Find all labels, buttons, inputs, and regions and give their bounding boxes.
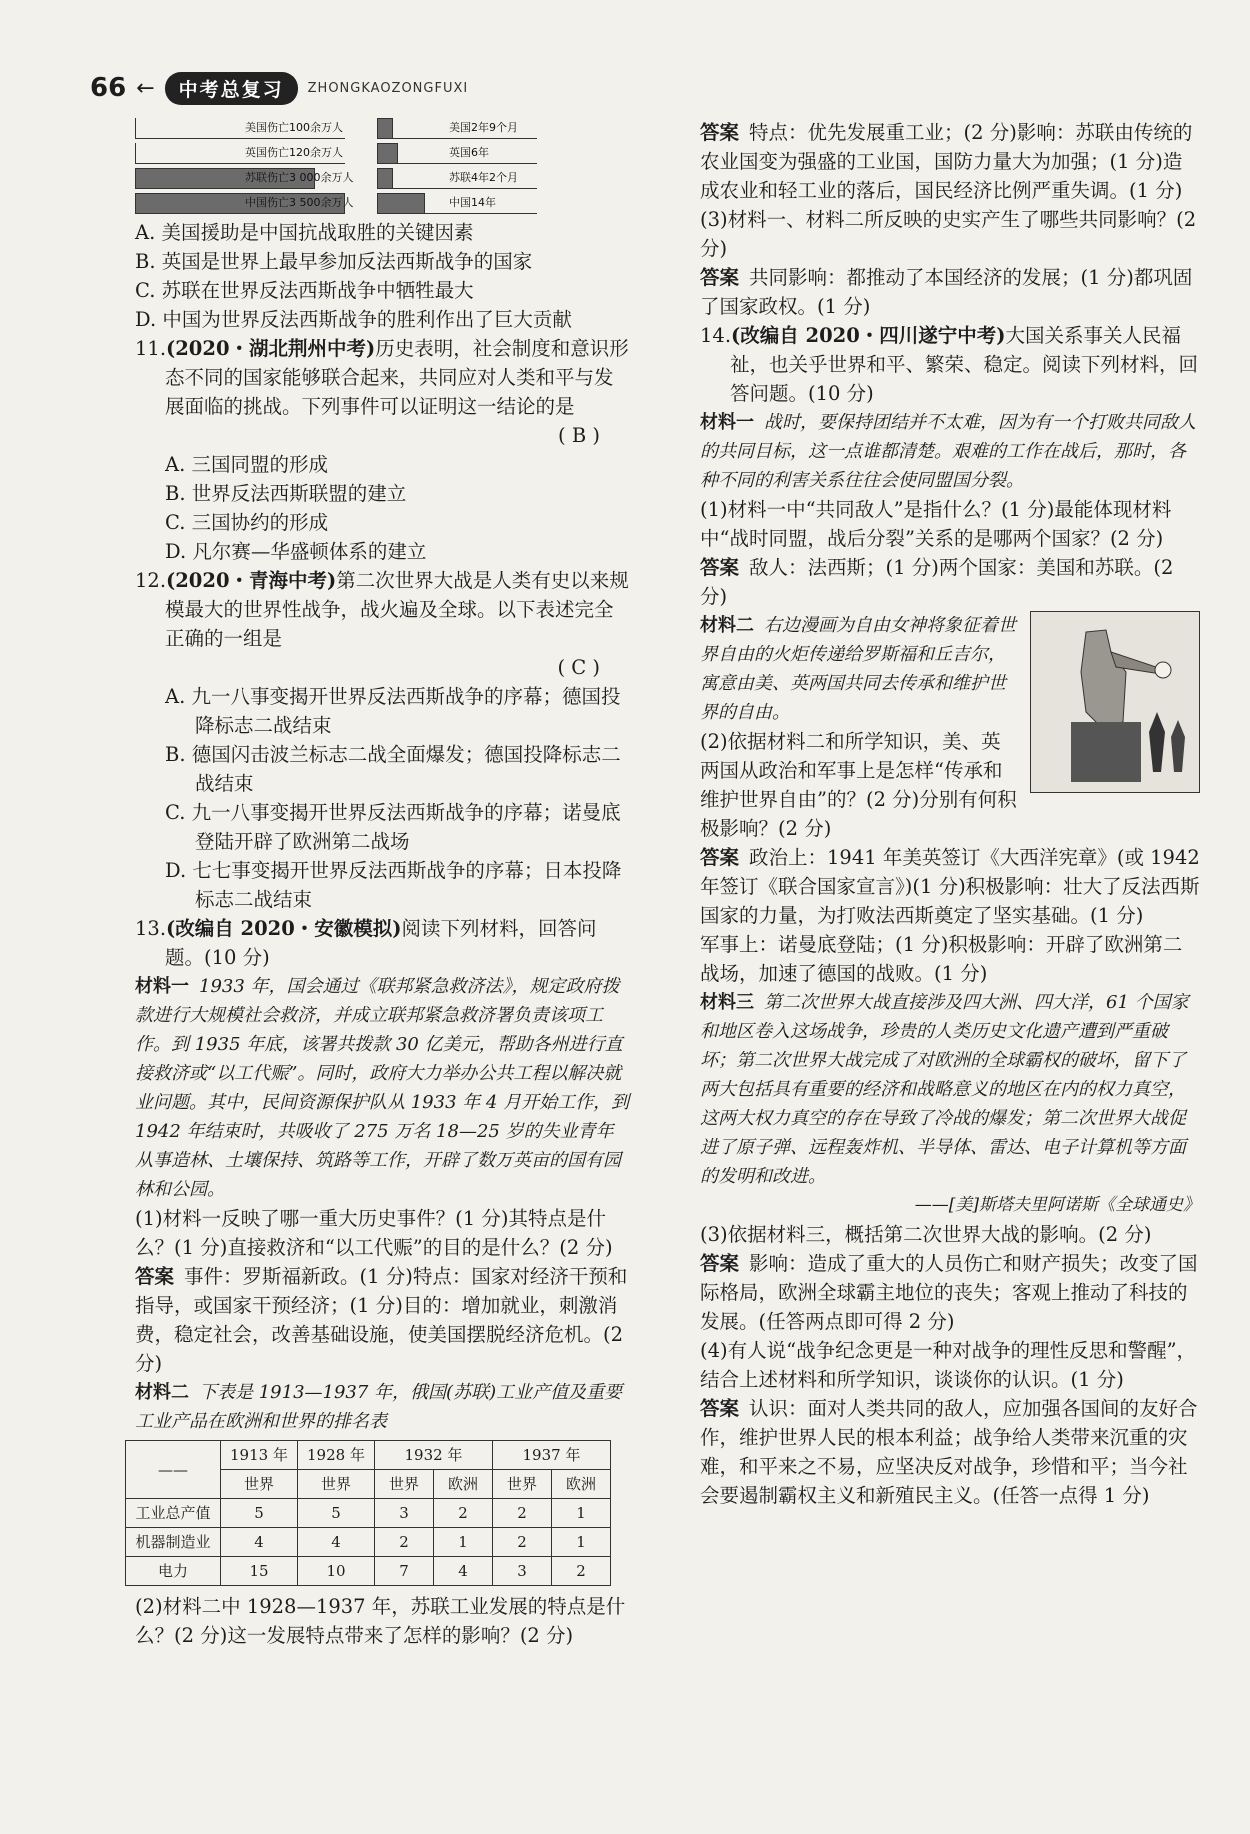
q11-option-b: B. 世界反法西斯联盟的建立: [165, 482, 407, 505]
q14-question-2: (2)依据材料二和所学知识，美、英两国从政治和军事上是怎样“传承和维护世界自由”的？(2 分)分别有何积极影响？(2 分): [700, 730, 1017, 840]
left-arrow-icon: ←: [136, 75, 155, 101]
answer-label: 答案: [700, 1252, 740, 1275]
table-row: [126, 1557, 611, 1586]
soviet-industry-ranking-table: [125, 1440, 611, 1586]
q13-m2-text: 下表是 1913—1937 年，俄国(苏联)工业产值及重要工业产品在欧洲和世界的排名表: [135, 1382, 623, 1432]
q14-m2-label: 材料二: [700, 615, 754, 636]
q14-material-1: [700, 408, 1200, 495]
table-cell: 4: [298, 1528, 375, 1557]
q11-stem: [135, 334, 630, 421]
table-year-1913: 1913 年: [221, 1441, 298, 1470]
table-cell: 4: [221, 1528, 298, 1557]
q12-text: 第二次世界大战是人类有史以来规模最大的世界性战争，战火遍及全球。以下表述完全正确的一组是: [165, 569, 629, 650]
table-cell: 3: [375, 1499, 434, 1528]
page-header: [90, 68, 468, 108]
table-row-name: 机器制造业: [126, 1528, 221, 1557]
right-column: [700, 118, 1200, 1510]
table-corner: ——: [126, 1441, 221, 1499]
q14-number: 14.: [700, 324, 732, 347]
bar-baseline: [377, 188, 537, 189]
q11-text: 历史表明，社会制度和意识形态不同的国家能够联合起来，共同应对人类和平与发展面临的挑战。下列事件可以证明这一结论的是: [165, 337, 629, 418]
table-row: [126, 1499, 611, 1528]
q14-answer-2a: [700, 843, 1200, 930]
answer-label: 答案: [700, 121, 740, 144]
table-subheader: 世界: [375, 1470, 434, 1499]
q14-stem: [700, 321, 1200, 408]
table-subheader: 世界: [298, 1470, 375, 1499]
q13-answer-2: [700, 118, 1200, 205]
answer-label: 答案: [700, 266, 740, 289]
q10-option-b: B. 英国是世界上最早参加反法西斯战争的国家: [135, 250, 533, 273]
q14-a1-text: 敌人：法西斯；(1 分)两个国家：美国和苏联。(2 分): [700, 556, 1174, 608]
q14-answer-3: [700, 1249, 1200, 1336]
answer-label: 答案: [700, 846, 740, 869]
q13-number: 13.: [135, 917, 167, 940]
answer-label: 答案: [700, 556, 740, 579]
q10-option-c: C. 苏联在世界反法西斯战争中牺牲最大: [135, 279, 474, 302]
q11-option-d: D. 凡尔赛—华盛顿体系的建立: [165, 540, 427, 563]
statue-pedestal: [1071, 722, 1141, 782]
bar-label: 英国6年: [449, 146, 489, 159]
q13-material-2: [135, 1378, 630, 1436]
table-row: [126, 1528, 611, 1557]
cartoon-illustration: [1031, 612, 1199, 792]
table-cell: 2: [493, 1528, 552, 1557]
bar-baseline: [377, 163, 537, 164]
bar-label: 美国2年9个月: [449, 121, 518, 134]
q14-m3-source: ——[美]斯塔夫里阿诺斯《全球通史》: [914, 1195, 1200, 1215]
series-pinyin: ZHONGKAOZONGFUXI: [307, 80, 469, 96]
bar-fill: [377, 143, 398, 164]
table-cell: 4: [434, 1557, 493, 1586]
q13-question-1: (1)材料一反映了哪一重大历史事件？(1 分)其特点是什么？(1 分)直接救济和“以工代赈”的目的是什么？(2 分): [135, 1207, 613, 1259]
torch-icon: [1155, 662, 1171, 678]
q14-source: (改编自 2020・四川遂宁中考): [731, 324, 1006, 347]
q13-a1-text: 事件：罗斯福新政。(1 分)特点：国家对经济干预和指导，或国家干预经济；(1 分)目的：增加就业，刺激消费，稳定社会，改善基础设施，使美国摆脱经济危机。(2 分): [135, 1265, 628, 1375]
bar-fill: [377, 118, 393, 139]
bar-label: 英国伤亡120余万人: [245, 146, 343, 159]
bar-label: 苏联4年2个月: [449, 171, 518, 184]
q14-m2-text: 右边漫画为自由女神将象征着世界自由的火炬传递给罗斯福和丘吉尔，寓意由美、英两国共同去传承和维护世界的自由。: [700, 615, 1016, 723]
bar-label: 中国14年: [449, 196, 496, 209]
left-column: [135, 118, 630, 1650]
table-cell: 1: [552, 1528, 611, 1557]
q10-option-a: A. 美国援助是中国抗战取胜的关键因素: [135, 221, 474, 244]
bar-duration-ussr: [377, 168, 537, 189]
bar-casualties-china: [135, 193, 354, 214]
q13-answer-1: [135, 1262, 630, 1378]
bar-fill: [377, 193, 425, 214]
table-cell: 10: [298, 1557, 375, 1586]
answer-label: 答案: [135, 1265, 175, 1288]
q13-stem: [135, 914, 630, 972]
q12-source: (2020・青海中考): [166, 569, 337, 592]
q11-option-a: A. 三国同盟的形成: [165, 453, 328, 476]
table-cell: 1: [434, 1528, 493, 1557]
q13-m2-label: 材料二: [135, 1382, 189, 1403]
q13-answer-3: [700, 263, 1200, 321]
bar-casualties-us: [135, 118, 345, 139]
q14-answer-2b: 军事上：诺曼底登陆；(1 分)积极影响：开辟了欧洲第二战场，加速了德国的战败。(1 分): [700, 933, 1183, 985]
q14-question-3: (3)依据材料三，概括第二次世界大战的影响。(2 分): [700, 1223, 1152, 1246]
table-cell: 5: [298, 1499, 375, 1528]
q12-option-c: C. 九一八事变揭开世界反法西斯战争的序幕；诺曼底登陆开辟了欧洲第二战场: [165, 801, 621, 853]
bar-duration-uk: [377, 143, 537, 164]
q13-material-1: [135, 972, 630, 1204]
q14-m3-label: 材料三: [700, 992, 754, 1013]
bar-label: 美国伤亡100余万人: [245, 121, 343, 134]
q14-a2a-text: 政治上：1941 年美英签订《大西洋宪章》(或 1942 年签订《联合国家宣言》)(1 分)积极影响：壮大了反法西斯国家的力量，为打败法西斯奠定了坚实基础。(1 分): [700, 846, 1200, 927]
table-cell: 7: [375, 1557, 434, 1586]
table-row-name: 工业总产值: [126, 1499, 221, 1528]
q13-m1-text: 1933 年，国会通过《联邦紧急救济法》，规定政府拨款进行大规模社会救济，并成立联邦紧急救济署负责该项工作。到 1935 年底，该署共拨款 30 亿美元，帮助各州进行直接救济或“以工代赈”。同时，政府大力举办公共工程以解决就业问题。其中，民间资源保护队从 1933 年 4 月开始工作，到 1942 年结束时，共吸收了 275 万名 18—25 岁的失业青年从事造林、土壤保持、筑路等工作，开辟了数万英亩的国有园林和公园。: [135, 976, 630, 1200]
q12-option-d: D. 七七事变揭开世界反法西斯战争的序幕；日本投降标志二战结束: [165, 859, 622, 911]
q14-text: 大国关系事关人民福祉，也关乎世界和平、繁荣、稳定。阅读下列材料，回答问题。(10 分): [730, 324, 1199, 405]
table-year-1932: 1932 年: [375, 1441, 493, 1470]
q11-option-c: C. 三国协约的形成: [165, 511, 329, 534]
q13-source: (改编自 2020・安徽模拟): [166, 917, 402, 940]
bar-baseline: [377, 138, 537, 139]
q14-a3-text: 影响：造成了重大的人员伤亡和财产损失；改变了国际格局，欧洲全球霸主地位的丧失；客观上推动了科技的发展。(任答两点即可得 2 分): [700, 1252, 1198, 1333]
page-number: 66: [90, 73, 127, 103]
casualties-bars: [135, 118, 354, 214]
q12-option-a: A. 九一八事变揭开世界反法西斯战争的序幕；德国投降标志二战结束: [165, 685, 621, 737]
q13-text: 阅读下列材料，回答问题。(10 分): [165, 917, 597, 969]
bar-casualties-uk: [135, 143, 345, 164]
bar-label: 苏联伤亡3 000余万人: [245, 171, 354, 184]
q13-a2-text: 特点：优先发展重工业；(2 分)影响：苏联由传统的农业国变为强盛的工业国，国防力量大为加强；(1 分)造成农业和轻工业的落后，国民经济比例严重失调。(1 分): [700, 121, 1193, 202]
q11-answer: ( B ): [558, 424, 600, 447]
q14-a4-text: 认识：面对人类共同的敌人，应加强各国间的友好合作，维护世界人民的根本利益；战争给人类带来沉重的灾难，和平来之不易，应坚决反对战争，珍惜和平；当今社会要遏制霸权主义和新殖民主义。(任答一点得 1 分): [700, 1397, 1198, 1507]
q14-material-3: [700, 988, 1200, 1191]
q12-option-b: B. 德国闪击波兰标志二战全面爆发；德国投降标志二战结束: [165, 743, 621, 795]
table-year-1937: 1937 年: [493, 1441, 611, 1470]
table-cell: 2: [552, 1557, 611, 1586]
q14-answer-1: [700, 553, 1200, 611]
q11-source: (2020・湖北荆州中考): [166, 337, 376, 360]
duration-bars: [377, 118, 537, 214]
table-subheader: 世界: [493, 1470, 552, 1499]
table-cell: 5: [221, 1499, 298, 1528]
q14-question-1: (1)材料一中“共同敌人”是指什么？(1 分)最能体现材料中“战时同盟，战后分裂”关系的是哪两个国家？(2 分): [700, 498, 1172, 550]
q10-option-d: D. 中国为世界反法西斯战争的胜利作出了巨大贡献: [135, 308, 572, 331]
q14-answer-4: [700, 1394, 1200, 1510]
table-cell: 2: [375, 1528, 434, 1557]
bar-casualties-ussr: [135, 168, 354, 189]
table-cell: 1: [552, 1499, 611, 1528]
bar-baseline: [377, 213, 537, 214]
q12-stem: [135, 566, 630, 653]
bar-fill: [377, 168, 393, 189]
q14-m3-text: 第二次世界大战直接涉及四大洲、四大洋，61 个国家和地区卷入这场战争，珍贵的人类历史文化遗产遭到严重破坏；第二次世界大战完成了对欧洲的全球霸权的破坏，留下了两大包括具有重要的经济和战略意义的地区在内的权力真空，这两大权力真空的存在导致了冷战的爆发；第二次世界大战促进了原子弹、远程轰炸机、半导体、雷达、电子计算机等方面的发明和改进。: [700, 992, 1189, 1187]
q11-number: 11.: [135, 337, 167, 360]
q14-m1-text: 战时，要保持团结并不太难，因为有一个打败共同敌人的共同目标，这一点谁都清楚。艰难的工作在战后，那时，各种不同的利害关系往往会使同盟国分裂。: [700, 412, 1196, 491]
bar-duration-us: [377, 118, 537, 139]
q13-m1-label: 材料一: [135, 976, 189, 997]
bar-label: 中国伤亡3 500余万人: [245, 196, 354, 209]
table-cell: 3: [493, 1557, 552, 1586]
statue-of-liberty-cartoon: [1030, 611, 1200, 793]
table-cell: 2: [493, 1499, 552, 1528]
q12-answer: ( C ): [557, 656, 600, 679]
q13-a3-text: 共同影响：都推动了本国经济的发展；(1 分)都巩固了国家政权。(1 分): [700, 266, 1193, 318]
table-subheader: 世界: [221, 1470, 298, 1499]
table-year-1928: 1928 年: [298, 1441, 375, 1470]
table-row-name: 电力: [126, 1557, 221, 1586]
answer-label: 答案: [700, 1397, 740, 1420]
q12-number: 12.: [135, 569, 167, 592]
bar-duration-china: [377, 193, 537, 214]
table-cell: 2: [434, 1499, 493, 1528]
q13-question-2: (2)材料二中 1928—1937 年，苏联工业发展的特点是什么？(2 分)这一发展特点带来了怎样的影响？(2 分): [135, 1595, 626, 1647]
table-subheader: 欧洲: [434, 1470, 493, 1499]
table-cell: 15: [221, 1557, 298, 1586]
q14-question-4: (4)有人说“战争纪念更是一种对战争的理性反思和警醒”，结合上述材料和所学知识，谈谈你的认识。(1 分): [700, 1339, 1197, 1391]
series-badge: 中考总复习: [165, 72, 298, 105]
q13-question-3: (3)材料一、材料二所反映的史实产生了哪些共同影响？(2 分): [700, 208, 1197, 260]
table-subheader: 欧洲: [552, 1470, 611, 1499]
q14-m1-label: 材料一: [700, 412, 754, 433]
comparison-bar-chart: [135, 118, 630, 214]
